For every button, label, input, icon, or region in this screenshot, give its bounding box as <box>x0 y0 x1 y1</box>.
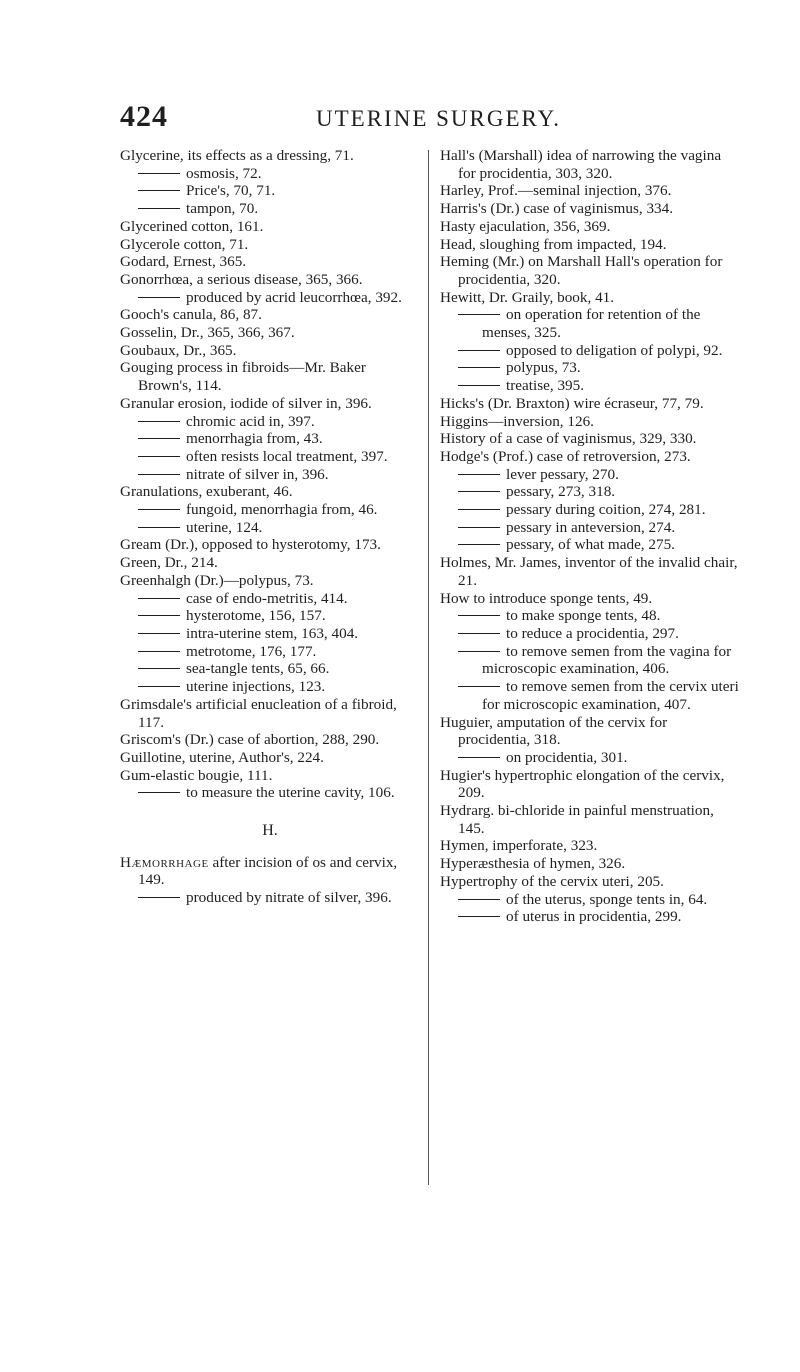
entry-text: polypus, 73. <box>506 359 581 377</box>
ditto-dash <box>458 633 500 634</box>
index-entry: History of a case of vaginismus, 329, 330. <box>440 430 697 448</box>
index-subentry <box>120 643 420 661</box>
index-entry: Gonorrhœa, a serious disease, 365, 366. <box>120 270 363 288</box>
index-subentry <box>440 749 740 767</box>
index-entry: Hewitt, Dr. Graily, book, 41. <box>440 288 615 306</box>
index-entry: Granular erosion, iodide of silver in, 396. <box>120 394 372 412</box>
index-subentry <box>120 182 420 200</box>
entry-text: pessary during coition, 274, 281. <box>506 501 706 519</box>
entry-text: pessary, 273, 318. <box>506 483 616 501</box>
index-entry: Greenhalgh (Dr.)—polypus, 73. <box>120 571 314 589</box>
index-entry: Gouging process in fibroids—Mr. Baker Brown's, 114. <box>120 359 366 395</box>
entry-text: tampon, 70. <box>186 200 259 218</box>
entry-text: to make sponge tents, 48. <box>506 607 661 625</box>
index-subentry <box>440 625 740 643</box>
entry-text: Price's, 70, 71. <box>186 182 276 200</box>
ditto-dash <box>138 686 180 687</box>
index-entry: Hydrarg. bi-chloride in painful menstruation, 145. <box>440 802 714 837</box>
ditto-dash <box>138 668 180 669</box>
entry-text: to measure the uterine cavity, 106. <box>186 784 395 802</box>
index-column-right <box>440 147 740 926</box>
index-entry: Glycerole cotton, 71. <box>120 235 249 253</box>
entry-text: chromic acid in, 397. <box>186 412 315 430</box>
index-entry: Head, sloughing from impacted, 194. <box>440 235 667 253</box>
index-entry: Glycerined cotton, 161. <box>120 217 264 235</box>
index-entry: Goubaux, Dr., 365. <box>120 341 237 359</box>
ditto-dash <box>458 686 500 687</box>
index-entry: How to introduce sponge tents, 49. <box>440 589 653 607</box>
entry-text: uterine, 124. <box>186 518 263 536</box>
entry-text: fungoid, menorrhagia from, 46. <box>186 501 378 519</box>
entry-text: opposed to deligation of polypi, 92. <box>506 341 723 359</box>
index-entry: Green, Dr., 214. <box>120 554 218 572</box>
index-entry: Holmes, Mr. James, inventor of the invalid chair, 21. <box>440 554 738 589</box>
ditto-dash <box>138 456 180 457</box>
entry-text: to remove semen from the vagina for microscopic examination, 406. <box>482 642 732 678</box>
index-entry: Hasty ejaculation, 356, 369. <box>440 217 611 235</box>
entry-text: nitrate of silver in, 396. <box>186 465 329 483</box>
index-subentry <box>120 590 420 608</box>
index-entry: Harris's (Dr.) case of vaginismus, 334. <box>440 200 674 218</box>
entry-text: intra-uterine stem, 163, 404. <box>186 624 359 642</box>
entry-text: often resists local treatment, 397. <box>186 447 388 465</box>
ditto-dash <box>458 509 500 510</box>
index-subentry <box>120 466 420 484</box>
index-subentry <box>120 678 420 696</box>
ditto-dash <box>458 757 500 758</box>
index-entry: Hodge's (Prof.) case of retroversion, 273. <box>440 447 691 465</box>
index-entry: Hicks's (Dr. Braxton) wire écraseur, 77, 79. <box>440 394 704 412</box>
index-subentry <box>440 342 740 360</box>
index-subentry <box>440 483 740 501</box>
index-subentry <box>440 607 740 625</box>
index-entry: Gooch's canula, 86, 87. <box>120 306 262 324</box>
entry-heading: Hæmorrhage <box>120 853 209 871</box>
index-entry: Guillotine, uterine, Author's, 224. <box>120 748 324 766</box>
index-entry: Griscom's (Dr.) case of abortion, 288, 290. <box>120 731 380 749</box>
index-subentry <box>120 430 420 448</box>
index-subentry <box>120 889 420 907</box>
entry-text: uterine injections, 123. <box>186 678 326 696</box>
index-entry: Harley, Prof.—seminal injection, 376. <box>440 182 672 200</box>
entry-text: pessary in anteversion, 274. <box>506 518 676 536</box>
index-column-left <box>120 147 420 907</box>
ditto-dash <box>458 544 500 545</box>
entry-text: produced by acrid leucorrhœa, 392. <box>186 288 402 306</box>
index-entry: Hypertrophy of the cervix uteri, 205. <box>440 872 664 890</box>
entry-text: of uterus in procidentia, 299. <box>506 908 682 926</box>
ditto-dash <box>138 208 180 209</box>
index-subentry <box>120 660 420 678</box>
ditto-dash <box>458 474 500 475</box>
ditto-dash <box>458 367 500 368</box>
index-entry: Godard, Ernest, 365. <box>120 253 247 271</box>
page-number: 424 <box>120 100 168 133</box>
index-subentry <box>120 413 420 431</box>
index-subentry <box>120 289 420 307</box>
entry-text: produced by nitrate of silver, 396. <box>186 889 392 907</box>
ditto-dash <box>138 474 180 475</box>
index-entry: Higgins—inversion, 126. <box>440 412 594 430</box>
ditto-dash <box>138 651 180 652</box>
index-subentry <box>120 501 420 519</box>
index-subentry <box>440 908 740 926</box>
ditto-dash <box>458 899 500 900</box>
running-title: UTERINE SURGERY. <box>316 106 561 131</box>
index-subentry <box>440 536 740 554</box>
ditto-dash <box>138 615 180 616</box>
entry-text: sea-tangle tents, 65, 66. <box>186 660 330 678</box>
index-subentry <box>440 306 740 341</box>
ditto-dash <box>138 509 180 510</box>
ditto-dash <box>458 491 500 492</box>
index-entry: Gream (Dr.), opposed to hysterotomy, 173. <box>120 536 381 554</box>
index-entry: Grimsdale's artificial enucleation of a fibroid, 117. <box>120 695 397 731</box>
index-subentry <box>440 359 740 377</box>
column-divider <box>428 150 429 1185</box>
ditto-dash <box>138 173 180 174</box>
entry-text: treatise, 395. <box>506 377 585 395</box>
index-entry: Hall's (Marshall) idea of narrowing the vagina for procidentia, 303, 320. <box>440 147 722 182</box>
entry-text: menorrhagia from, 43. <box>186 430 323 448</box>
index-entry: Hymen, imperforate, 323. <box>440 837 598 855</box>
index-entry: Huguier, amputation of the cervix for procidentia, 318. <box>440 713 668 749</box>
ditto-dash <box>458 615 500 616</box>
index-subentry <box>120 519 420 537</box>
ditto-dash <box>458 916 500 917</box>
index-subentry <box>440 466 740 484</box>
ditto-dash <box>138 897 180 898</box>
entry-text: case of endo-metritis, 414. <box>186 589 348 607</box>
ditto-dash <box>138 190 180 191</box>
index-subentry <box>440 678 740 713</box>
ditto-dash <box>138 792 180 793</box>
index-subentry <box>120 607 420 625</box>
entry-text: metrotome, 176, 177. <box>186 642 317 660</box>
index-subentry <box>440 377 740 395</box>
index-subentry <box>120 200 420 218</box>
entry-text: on operation for retention of the menses, 325. <box>482 306 701 342</box>
entry-text: after incision of os and cervix, 149. <box>138 853 398 889</box>
index-entry: Hugier's hypertrophic elongation of the cervix, 209. <box>440 766 725 802</box>
entry-text: on procidentia, 301. <box>506 748 628 766</box>
ditto-dash <box>138 297 180 298</box>
entry-text: pessary, of what made, 275. <box>506 536 675 554</box>
entry-text: to reduce a procidentia, 297. <box>506 624 679 642</box>
ditto-dash <box>138 633 180 634</box>
index-subentry <box>440 501 740 519</box>
index-entry: Hyperæsthesia of hymen, 326. <box>440 855 626 873</box>
ditto-dash <box>458 314 500 315</box>
entry-text: lever pessary, 270. <box>506 465 619 483</box>
index-subentry <box>120 625 420 643</box>
index-subentry <box>440 519 740 537</box>
ditto-dash <box>458 385 500 386</box>
ditto-dash <box>458 527 500 528</box>
index-entry: Gum-elastic bougie, 111. <box>120 766 273 784</box>
index-entry: Granulations, exuberant, 46. <box>120 483 293 501</box>
index-subentry <box>440 891 740 909</box>
index-entry: Glycerine, its effects as a dressing, 71. <box>120 147 354 164</box>
ditto-dash <box>138 527 180 528</box>
entry-text: osmosis, 72. <box>186 164 262 182</box>
index-subentry <box>120 784 420 802</box>
entry-text: of the uterus, sponge tents in, 64. <box>506 890 708 908</box>
index-entry: Heming (Mr.) on Marshall Hall's operation for procidentia, 320. <box>440 253 723 288</box>
index-subentry <box>120 448 420 466</box>
entry-text: to remove semen from the cervix uteri for microscopic examination, 407. <box>482 678 739 713</box>
ditto-dash <box>138 421 180 422</box>
index-entry <box>120 854 420 889</box>
ditto-dash <box>458 350 500 351</box>
section-letter: H. <box>262 822 278 840</box>
ditto-dash <box>138 438 180 439</box>
index-subentry <box>440 643 740 678</box>
entry-text: hysterotome, 156, 157. <box>186 607 326 625</box>
ditto-dash <box>138 598 180 599</box>
index-entry: Gosselin, Dr., 365, 366, 367. <box>120 324 295 342</box>
page-header <box>120 100 740 140</box>
ditto-dash <box>458 651 500 652</box>
index-subentry <box>120 165 420 183</box>
